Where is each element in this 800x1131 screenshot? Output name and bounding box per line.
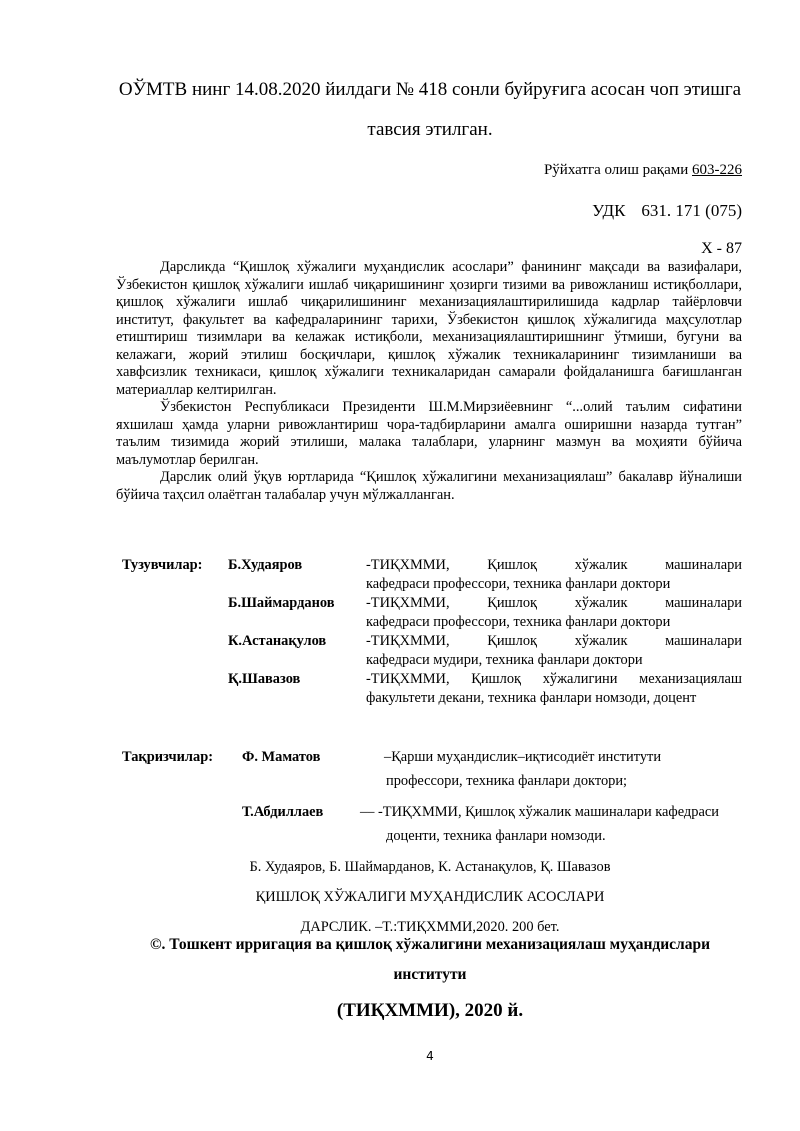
compilers-section xyxy=(122,556,742,708)
reviewer-desc-line: –– -ТИҚХММИ, Қишлоқ хўжалик машиналари кафедраси xyxy=(360,804,719,820)
reviewers-section xyxy=(122,745,762,848)
abstract xyxy=(116,259,742,504)
publisher xyxy=(110,930,750,990)
compiler-row xyxy=(122,594,742,632)
page-number: 4 xyxy=(426,1049,434,1063)
udk-code xyxy=(592,201,742,221)
compiler-desc-line: -ТИҚХММИ, Қишлоқ хўжалигини механизациялаш xyxy=(366,671,742,687)
registration-value: 603-226 xyxy=(692,162,742,178)
compiler-desc-line: факультети декани, техника фанлари номзоди, доцент xyxy=(366,690,697,706)
compiler-description xyxy=(366,632,742,670)
compiler-desc-line: кафедраси профессори, техника фанлари доктори xyxy=(366,576,671,592)
reviewers-heading: Тақризчилар: xyxy=(122,749,213,765)
publication-year: (ТИҚХММИ), 2020 й. xyxy=(336,1000,524,1021)
abstract-paragraph: Ўзбекистон Республикаси Президенти Ш.М.Мирзиёевнинг “...олий таълим сифатини яхшилаш ҳамда уларни ривожлантириш чора-тадбирларини амалга оширишни назарда тутган” таълим тизимида жорий этилиши, малака талаблари, уларнинг мазмун ва моҳияти бўйича маълумотлар берилган. xyxy=(116,399,742,468)
book-imprint: ДАРСЛИК. –Т.:ТИҚХММИ,2020. 200 бет. xyxy=(300,919,560,935)
compiler-name: Қ.Шавазов xyxy=(228,671,301,687)
compiler-row xyxy=(122,632,742,670)
udk-value: 631. 171 (075) xyxy=(641,201,742,220)
compiler-description xyxy=(366,594,742,632)
compiler-desc-line: кафедраси мудири, техника фанлари доктори xyxy=(366,652,643,668)
reviewer-desc-line: –Қарши муҳандислик–иқтисодиёт институти xyxy=(384,749,662,765)
compiler-name: Б.Шаймарданов xyxy=(228,595,335,611)
reviewer-row xyxy=(122,800,762,848)
compiler-row xyxy=(122,556,742,594)
abstract-paragraph: Дарслик олий ўқув юртларида “Қишлоқ хўжалигини механизациялаш” бакалавр йўналиши бўйича таҳсил олаётган талабалар учун мўлжалланган. xyxy=(116,469,742,503)
reviewer-description xyxy=(384,745,762,793)
reviewer-name: Т.Абдиллаев xyxy=(242,804,324,820)
compiler-row xyxy=(122,670,742,708)
compiler-name: К.Астанақулов xyxy=(228,633,327,649)
compiler-desc-line: -ТИҚХММИ, Қишлоқ хўжалик машиналари xyxy=(366,557,742,573)
approval-line-1: ОЎМТВ нинг 14.08.2020 йилдаги № 418 сонли буйруғига асосан чоп этишга xyxy=(118,79,742,100)
compiler-desc-line: -ТИҚХММИ, Қишлоқ хўжалик машиналари xyxy=(366,595,742,611)
approval-note xyxy=(100,74,760,146)
compiler-description xyxy=(366,556,742,594)
library-code: Х - 87 xyxy=(701,240,742,257)
reviewer-desc-line: доценти, техника фанлари номзоди. xyxy=(386,828,606,844)
abstract-paragraph: Дарсликда “Қишлоқ хўжалиги муҳандислик асослари” фанининг мақсади ва вазифалари, Ўзбекистон қишлоқ хўжалиги ишлаб чиқаришининг ҳозирги тизими ва ривожланиш истиқболлари, қишлоқ хўжалиги ишлаб чиқарилишининг механизациялаштирилишида кадрлар тайёрловчи институт, факультет ва кафедраларининг тарихи, Ўзбекистон қишлоқ хўжалигида маҳсулотлар етиштириш тизимлари ва келажак истиқболи, механизациялаштиришнинг ўтмиши, бугуни ва келажаги, жорий этилиш босқичлари, қишлоқ хўжалик техникаларининг тизимланиши ва хавфсизлик техникаси, қишлоқ хўжалиги техникаларидан самарали фойдаланишга бағишланган материаллар келтирилган. xyxy=(116,259,742,398)
reviewer-name: Ф. Маматов xyxy=(242,749,321,765)
compiler-description xyxy=(366,670,742,708)
compiler-name: Б.Худаяров xyxy=(228,557,303,573)
publisher-line-2: институти xyxy=(393,966,467,983)
author-names: Б. Худаяров, Б. Шаймарданов, К. Астанақулов, Қ. Шавазов xyxy=(249,859,611,875)
udk-label: УДК xyxy=(592,201,626,220)
registration-label: Рўйхатга олиш рақами xyxy=(543,162,692,178)
book-title: ҚИШЛОҚ ХЎЖАЛИГИ МУҲАНДИСЛИК АСОСЛАРИ xyxy=(255,889,605,905)
compilers-heading: Тузувчилар: xyxy=(122,557,203,573)
reviewer-desc-line: профессори, техника фанлари доктори; xyxy=(386,773,628,789)
reviewer-description xyxy=(360,800,762,848)
compiler-desc-line: кафедраси профессори, техника фанлари доктори xyxy=(366,614,671,630)
reviewer-row xyxy=(122,745,762,793)
compiler-desc-line: -ТИҚХММИ, Қишлоқ хўжалик машиналари xyxy=(366,633,742,649)
publisher-line-1: ©. Тошкент ирригация ва қишлоқ хўжалигини механизациялаш муҳандислари xyxy=(149,936,711,953)
approval-line-2: тавсия этилган. xyxy=(367,119,493,140)
registration-number xyxy=(544,162,742,179)
